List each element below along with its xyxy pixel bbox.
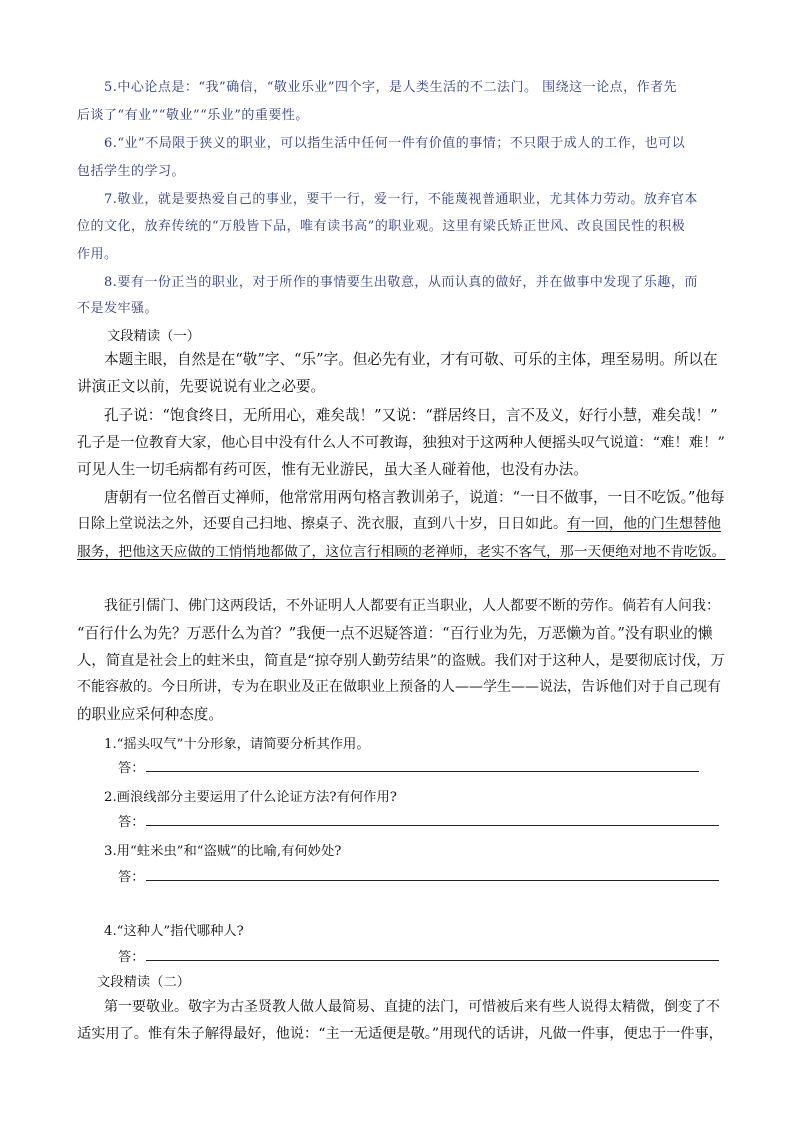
section-title-1: 文段精读（一） [107,329,201,344]
answer-label-2: 答： [118,815,145,830]
wavy-underlined-text: 服务，把他这天应做的工悄悄地都做了，这位言行相顾的老禅师，老实不客气，那一天便绝对地不肯吃饭。 [77,544,726,560]
note-6-line1: 6.“业”不局限于狭义的职业，可以指生活中任何一件有价值的事情；不只限于成人的工作，也可以 [104,136,686,151]
answer-field-3[interactable] [146,880,719,881]
section-title-2: 文段精读（二） [97,975,191,990]
answer-label-3: 答： [118,870,145,885]
paragraph-line [77,513,721,533]
paragraph-line: 的职业应采何种态度。 [77,706,223,723]
wavy-underlined-text: 有一回，他的门生想替他 [567,516,721,532]
paragraph-line: 本题主眼，自然是在“敬”字、“乐”字。但必先有业，才有可敬、可乐的主体，理至易明。所以在 [104,351,718,368]
answer-field-4[interactable] [146,960,719,961]
paragraph-line: 适实用了。惟有朱子解得最好，他说：“主一无适便是敬。”用现代的话讲，凡做一件事，便忠于一件事， [77,1026,723,1042]
question-4: 4.“这种人”指代哪种人? [104,924,244,939]
question-3: 3.用“蛀米虫”和“盗贼”的比喻,有何妙处? [104,844,342,859]
note-7-line2: 位的文化，放弃传统的“万般皆下品，唯有读书高”的职业观。这里有梁氏矫正世风、改良国民性的积极 [77,219,686,234]
note-6-line2: 包括学生的学习。 [77,164,186,179]
paragraph-line: “百行什么为先？万恶什么为首？”我便一点不迟疑答道：“百行业为先，万恶懒为首。”没有职业的懒 [77,625,713,642]
answer-label-4: 答： [118,950,145,965]
paragraph-line: 唐朝有一位名僧百丈禅师，他常常用两句格言教训弟子，说道：“一日不做事，一日不吃饭。”他每 [104,489,725,506]
question-1: 1.“摇头叹气”十分形象，请简要分析其作用。 [104,737,370,752]
paragraph-line: 我征引儒门、佛门这两段话，不外证明人人都要有正当职业，人人都要不断的劳作。倘若有人问我： [104,598,720,614]
paragraph-line: 孔子是一位教育大家，他心目中没有什么人不可教诲，独独对于这两种人便摇头叹气说道：“难！难！” [77,435,725,451]
answer-field-1[interactable] [146,771,699,772]
note-5-line2: 后谈了“有业”“敬业”“乐业”的重要性。 [77,108,309,123]
note-7-line1: 7.敬业，就是要热爱自己的事业，要干一行，爱一行，不能蔑视普通职业，尤其体力劳动。放弃官本 [104,192,698,207]
plain-text: 日除上堂说法之外，还要自己扫地、擦桌子、洗衣服，直到八十岁，日日如此。 [77,516,567,532]
paragraph-line: 不能容赦的。今日所讲，专为在职业及正在做职业上预备的人——学生——说法，告诉他们对于自己现有 [77,679,721,695]
question-2: 2.画浪线部分主要运用了什么论证方法?有何作用? [104,790,397,805]
note-5-line1: 5.中心论点是：“我”确信，“敬业乐业”四个字，是人类生活的不二法门。 围绕这一论点，作者先 [104,80,678,95]
note-7-line3: 作用。 [77,247,118,262]
paragraph-line: 人，简直是社会上的蛀米虫，简直是“掠夺别人勤劳结果”的盗贼。我们对于这种人，是要彻底讨伐，万 [77,653,725,669]
paragraph-line: 可见人生一切毛病都有药可医，惟有无业游民，虽大圣人碰着他，也没有办法。 [77,461,588,478]
note-8-line2: 不是发牢骚。 [77,301,159,316]
answer-label-1: 答： [118,761,145,776]
paragraph-line: 孔子说：“饱食终日，无所用心，难矣哉！”又说：“群居终日，言不及义，好行小慧，难矣哉！” [104,407,718,424]
note-8-line1: 8.要有一份正当的职业，对于所作的事情要生出敬意，从而认真的做好，并在做事中发现了乐趣，而 [104,275,698,290]
answer-field-2[interactable] [146,825,719,826]
paragraph-line: 第一要敬业。敬字为古圣贤教人做人最简易、直捷的法门，可惜被后来有些人说得太精微，倒变了不 [104,999,720,1015]
paragraph-line: 讲演正文以前，先要说说有业之必要。 [77,378,326,395]
